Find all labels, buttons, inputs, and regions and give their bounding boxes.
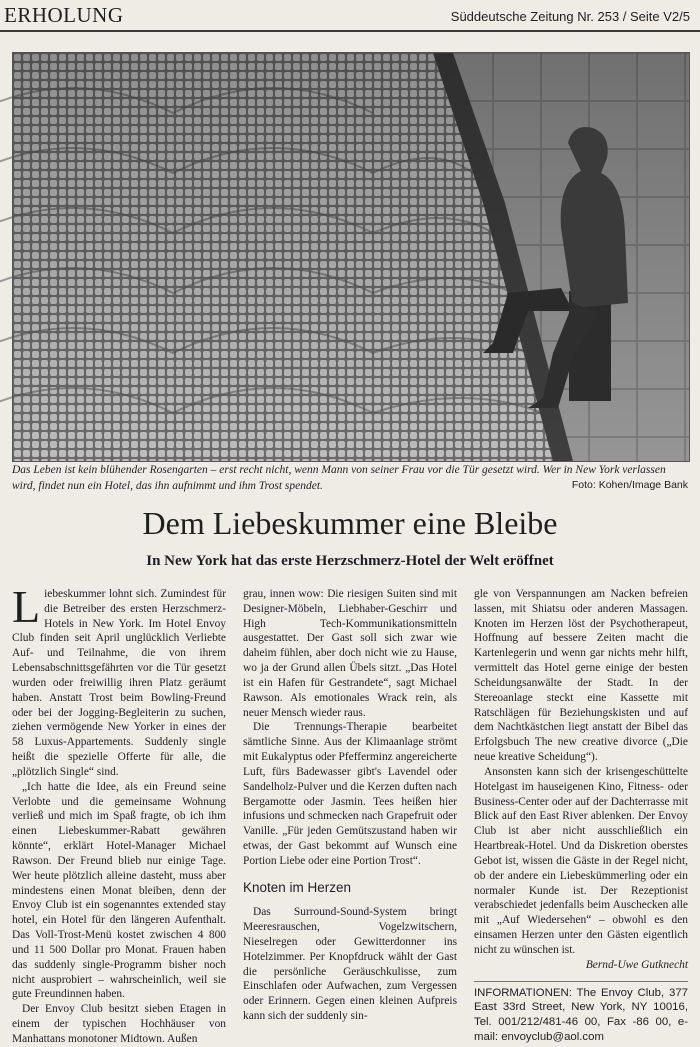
cobblestone-street-photo	[13, 53, 689, 461]
paragraph: gle von Verspannungen am Nacken befreien lassen, mit Shiatsu oder anderen Massagen. Knoten im Herzen löst der Psychotherapeut, Hoffnung auf bessere Zeiten macht die Kartenlegerin und wenn gar nichts mehr hilft, vermittelt das Hotel gerne einige der besten Scheidungsanwälte der Stadt. In der Stereoanlage steckt eine Kassette mit Ratschlägen für Beziehungskisten und auf dem Nachtkästchen liegt anstatt der Bibel das Erfolgsbuch The new creative divorce („Die neue kreative Scheidung“).	[474, 588, 688, 764]
article-column-1	[12, 581, 226, 1045]
article-subheadline: In New York hat das erste Herzschmerz-Hotel der Welt eröffnet	[146, 553, 554, 569]
paragraph: Der Envoy Club besitzt sieben Etagen in einem der typischen Hochhäuser von Manhattans monotoner Midtown. Außen	[12, 1003, 226, 1045]
drop-cap: L	[12, 581, 41, 632]
paragraph: Liebeskummer lohnt sich. Zumindest für die Betreiber des ersten Herzschmerz-Hotels in New York. Im Hotel Envoy Club finden seit April unglücklich Verliebte Auf- und Teilnahme, die von ihrem Lebensabschnittsgefährten vor die Tür gesetzt wurden oder freiwillig ihren Platz geräumt haben. Anstatt Trost beim Bowling-Freund oder bei der Jogging-Begleiterin zu suchen, ziehen vermögende New Yorker in eines der 58 Luxus-Appartements. Suddenly single heißt die spezielle Offerte für alle, die „plötzlich Single“ sind.	[12, 581, 226, 778]
section-subhead: Knoten im Herzen	[243, 879, 352, 895]
paragraph: „Ich hatte die Idee, als ein Freund seine Verlobte und die gemeinsame Wohnung verließ und mich im Spaß fragte, ob ich ihm einen Liebeskummer-Rabatt gewähren könnte“, erklärt Hotel-Manager Michael Rawson. Der Freund blieb nur einige Tage. Wer heute plötzlich alleine dasteht, muss aber mindestens einen Monat bleiben, denn der Envoy Club ist ein sogenanntes extended stay hotel, ein Hotel für den längeren Aufenthalt. Das Voll-Trost-Menü kostet zwischen 4 800 und 11 500 Dollar pro Monat. Frauen haben das suddenly single-Programm bisher noch nicht ausprobiert – wahrscheinlich, weil sie gute Freundinnen haben.	[12, 780, 226, 1001]
author-signature: Bernd-Uwe Gutknecht	[585, 958, 688, 971]
paragraph: Das Surround-Sound-System bringt Meeresrauschen, Vogelzwitschern, Nieselregen oder Gewitterdonner ins Hotelzimmer. Per Knopfdruck wählt der Gast die persönliche Geräuschkulisse, zum Einschlafen oder Aufwachen, zum Vergessen oder Erinnern. Gegen einen kleinen Aufpreis kann sich der suddenly sin-	[243, 906, 457, 1023]
info-box	[474, 981, 688, 1045]
publication-info: Süddeutsche Zeitung Nr. 253 / Seite V2/5	[450, 9, 690, 24]
paragraph: Die Trennungs-Therapie bearbeitet sämtliche Sinne. Aus der Klimaanlage strömt mit Eukalyptus oder Pfefferminz angereicherte Luft, fürs Badewasser gibt's Lavendel oder Sandelholz-Pulver und die Kerzen duften nach Bergamotte oder Jasmin. Tees heißen hier infusions und schmecken nach Grapefruit oder Vanille. „Für jeden Gemütszustand haben wir etwas, der Gast bekommt auf Wunsch eine Portion Liebe oder eine Portion Trost“.	[243, 721, 457, 867]
paragraph: Ansonsten kann sich der krisengeschüttelte Hotelgast im hauseigenen Kino, Fitness- oder Business-Center oder auf der Dachterrasse mit Blick auf den East River ablenken. Der Envoy Club ist aber nicht ausschließlich ein Heartbreak-Hotel. Und da Diskretion oberstes Gebot ist, wissen die Gäste in der Regel nicht, ob der andere ein Liebeskümmerling oder ein normaler Kunde ist. Der Rezeptionist verabschiedet jedenfalls beim Auschecken alle mit „Auf Wiedersehen“ – obwohl es den einsamen Herzen unter den Gästen eigentlich nicht zu wünschen ist.	[474, 765, 688, 956]
article-photo	[12, 52, 690, 462]
info-text: INFORMATIONEN: The Envoy Club, 377 East 33rd Street, New York, NY 10016, Tel. 001/212/481-46 00, Fax -86 00, e-mail: envoyclub@aol.com	[474, 986, 688, 1044]
photo-credit: Foto: Kohen/Image Bank	[571, 479, 688, 491]
section-title: ERHOLUNG	[4, 3, 124, 27]
article-column-3	[474, 587, 688, 1044]
article-column-2	[243, 587, 457, 1023]
page-header	[0, 0, 700, 32]
article-headline: Dem Liebeskummer eine Bleibe	[142, 505, 558, 541]
paragraph: grau, innen wow: Die riesigen Suiten sind mit Designer-Möbeln, Liebhaber-Geschirr und High Tech-Kommunikationsmitteln ausgestattet. Der Gast soll sich zwar wie daheim fühlen, aber doch nicht wie zu Hause, wo ja der Grund allen Übels sitzt. „Das Hotel ist ein Hafen für Gestrandete“, sagt Michael Rawson. Als emotionales Wrack rein, als neuer Mensch wieder raus.	[243, 588, 457, 719]
photo-caption: Das Leben ist kein blühender Rosengarten – erst recht nicht, wenn Mann von seiner Frau vor die Tür gesetzt wird. Wer in New York verlassen wird, findet nun ein Hotel, das ihn aufnimmt und ihm Trost spendet.	[12, 464, 666, 492]
